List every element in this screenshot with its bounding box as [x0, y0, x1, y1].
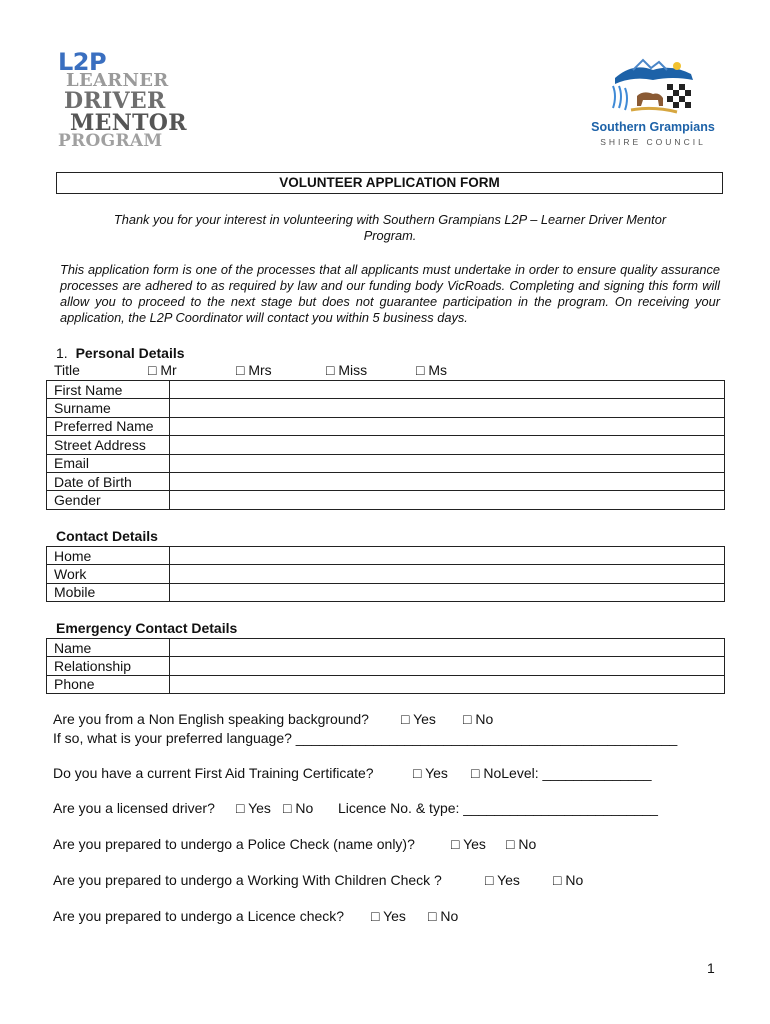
- table-row: [47, 417, 725, 435]
- gender-field[interactable]: [170, 491, 725, 509]
- licensed-yes-checkbox[interactable]: □ Yes: [236, 800, 271, 816]
- title-option-mr[interactable]: □ Mr: [148, 362, 177, 378]
- nesb-yes-checkbox[interactable]: □ Yes: [401, 711, 436, 727]
- first-aid-question: [53, 765, 693, 783]
- table-row: [47, 639, 725, 657]
- preferred-language-question[interactable]: If so, what is your preferred language? _________________________________________________: [53, 730, 678, 746]
- emergency-contact-table: [46, 638, 725, 694]
- l2p-logo-mentor: MENTOR: [70, 110, 187, 136]
- street-address-field[interactable]: [170, 436, 725, 454]
- table-row: [47, 583, 725, 601]
- first-name-field[interactable]: [170, 381, 725, 399]
- licence-check-question-text: Are you prepared to undergo a Licence check?: [53, 908, 345, 924]
- l2p-logo: [58, 48, 187, 151]
- contact-details-table: [46, 546, 725, 602]
- licensed-driver-question: [53, 800, 693, 818]
- council-logo: [588, 56, 718, 147]
- nesb-question: [53, 711, 653, 729]
- nesb-question-text: Are you from a Non English speaking background?: [53, 711, 369, 727]
- personal-details-label: Personal Details: [75, 345, 185, 361]
- licence-check-question: [53, 908, 653, 926]
- table-row: [47, 472, 725, 490]
- police-check-question-text: Are you prepared to undergo a Police Check (name only)?: [53, 836, 415, 852]
- form-title: VOLUNTEER APPLICATION FORM: [56, 172, 723, 194]
- first-aid-question-text: Do you have a current First Aid Training Certificate?: [53, 765, 374, 781]
- council-emblem-icon: [603, 56, 703, 118]
- police-yes-checkbox[interactable]: □ Yes: [451, 836, 486, 852]
- emergency-contact-heading: Emergency Contact Details: [56, 620, 238, 636]
- police-check-question: [53, 836, 653, 854]
- field-label: First Name: [47, 381, 170, 399]
- licensed-driver-question-text: Are you a licensed driver?: [53, 800, 215, 816]
- table-row: [47, 454, 725, 472]
- field-label: Street Address: [47, 436, 170, 454]
- table-row: [47, 565, 725, 583]
- licensed-no-checkbox[interactable]: □ No: [283, 800, 314, 816]
- intro-thanks: Thank you for your interest in volunteering with Southern Grampians L2P – Learner Driver Mentor Program.: [113, 212, 667, 243]
- field-label: Phone: [47, 675, 170, 693]
- field-label: Work: [47, 565, 170, 583]
- l2p-logo-mark: L2P: [58, 48, 107, 76]
- table-row: [47, 491, 725, 509]
- title-option-mrs[interactable]: □ Mrs: [236, 362, 272, 378]
- licence-check-no-checkbox[interactable]: □ No: [428, 908, 459, 924]
- police-no-checkbox[interactable]: □ No: [506, 836, 537, 852]
- field-label: Preferred Name: [47, 417, 170, 435]
- emergency-phone-field[interactable]: [170, 675, 725, 693]
- council-subtitle: SHIRE COUNCIL: [600, 137, 706, 147]
- mobile-field[interactable]: [170, 583, 725, 601]
- table-row: [47, 436, 725, 454]
- field-label: Relationship: [47, 657, 170, 675]
- wwc-yes-checkbox[interactable]: □ Yes: [485, 872, 520, 888]
- licence-number-field[interactable]: Licence No. & type: _________________________: [338, 800, 658, 816]
- intro-process: This application form is one of the processes that all applicants must undertake in order to ensure quality assurance processes are adhered to as required by law and our funding body VicRoads. Completing and signing this form will allow you to proceed to the next stage but does not guarantee participation in the program. On receiving your application, the L2P Coordinator will contact you within 5 business days.: [60, 262, 720, 325]
- personal-details-table: [46, 380, 725, 510]
- council-name: Southern Grampians: [591, 120, 715, 134]
- licence-check-yes-checkbox[interactable]: □ Yes: [371, 908, 406, 924]
- nesb-no-checkbox[interactable]: □ No: [463, 711, 494, 727]
- date-of-birth-field[interactable]: [170, 472, 725, 490]
- table-row: [47, 381, 725, 399]
- table-row: [47, 675, 725, 693]
- field-label: Name: [47, 639, 170, 657]
- emergency-name-field[interactable]: [170, 639, 725, 657]
- field-label: Gender: [47, 491, 170, 509]
- first-aid-no-level-field[interactable]: □ NoLevel: ______________: [471, 765, 652, 781]
- emergency-relationship-field[interactable]: [170, 657, 725, 675]
- preferred-name-field[interactable]: [170, 417, 725, 435]
- home-phone-field[interactable]: [170, 547, 725, 565]
- table-row: [47, 547, 725, 565]
- l2p-logo-program: PROGRAM: [58, 131, 163, 151]
- page-number: 1: [707, 960, 715, 976]
- work-phone-field[interactable]: [170, 565, 725, 583]
- title-option-miss[interactable]: □ Miss: [326, 362, 368, 378]
- title-row: [54, 362, 504, 380]
- table-row: [47, 657, 725, 675]
- surname-field[interactable]: [170, 399, 725, 417]
- contact-details-heading: Contact Details: [56, 528, 158, 544]
- section-number: 1.: [56, 345, 68, 361]
- field-label: Home: [47, 547, 170, 565]
- wwc-check-question: [53, 872, 653, 890]
- field-label: Surname: [47, 399, 170, 417]
- wwc-no-checkbox[interactable]: □ No: [553, 872, 584, 888]
- email-field[interactable]: [170, 454, 725, 472]
- l2p-logo-learner: LEARNER: [66, 70, 169, 91]
- field-label: Mobile: [47, 583, 170, 601]
- title-option-ms[interactable]: □ Ms: [416, 362, 448, 378]
- wwc-check-question-text: Are you prepared to undergo a Working With Children Check ?: [53, 872, 442, 888]
- field-label: Date of Birth: [47, 472, 170, 490]
- first-aid-yes-checkbox[interactable]: □ Yes: [413, 765, 448, 781]
- l2p-logo-driver: DRIVER: [64, 88, 166, 114]
- personal-details-heading: [56, 345, 185, 361]
- field-label: Email: [47, 454, 170, 472]
- title-label: Title: [54, 362, 80, 378]
- table-row: [47, 399, 725, 417]
